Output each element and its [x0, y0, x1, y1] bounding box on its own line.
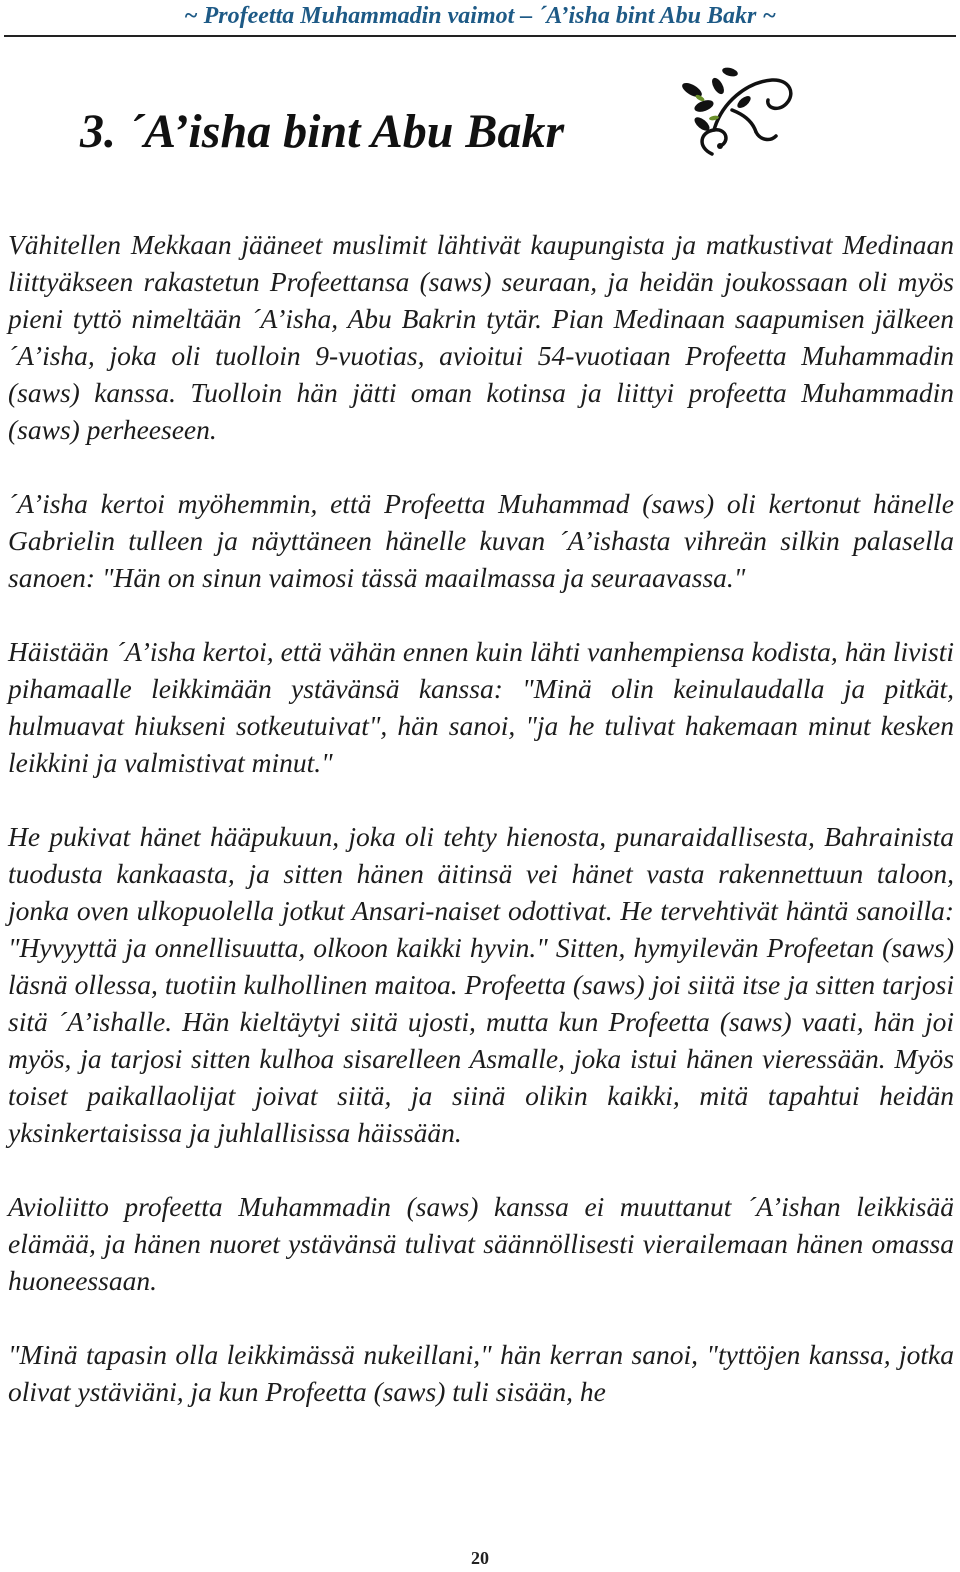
running-header: ~ Profeetta Muhammadin vaimot – ´A’isha bint Abu Bakr ~ [183, 3, 777, 29]
chapter-title: 3. ´A’isha bint Abu Bakr [80, 105, 565, 158]
paragraph: Avioliitto profeetta Muhammadin (saws) kanssa ei muuttanut ´A’ishan leikkisää elämää, ja hänen nuoret ystävänsä tulivat säännöllisesti vierailemaan hänen omassa huoneessaan. [8, 1191, 954, 1296]
paragraph: "Minä tapasin olla leikkimässä nukeillani," hän kerran sanoi, "tyttöjen kanssa, jotka olivat ystäviäni, ja kun Profeetta (saws) tuli sisään, he [8, 1339, 954, 1407]
paragraph: ´A’isha kertoi myöhemmin, että Profeetta Muhammad (saws) oli kertonut hänelle Gabrielin tulleen ja näyttäneen hänelle kuvan ´A’ishasta vihreän silkin palasella sanoen: "Hän on sinun vaimosi tässä maailmassa ja seuraavassa." [8, 488, 954, 593]
page-number: 20 [471, 1548, 489, 1568]
header-divider [4, 35, 956, 37]
body-text [8, 226, 954, 1410]
paragraph: Vähitellen Mekkaan jääneet muslimit lähtivät kaupungista ja matkustivat Medinaan liittyäkseen rakastetun Profeettansa (saws) seuraan, ja heidän joukossaan oli myös pieni tyttö nimeltään ´A’isha, Abu Bakrin tytär. Pian Medinaan saapumisen jälkeen ´A’isha, joka oli tuolloin 9-vuotias, avioitui 54-vuotiaan Profeetta Muhammadin (saws) kanssa. Tuolloin hän jätti oman kotinsa ja liittyi profeetta Muhammadin (saws) perheeseen. [8, 229, 954, 445]
paragraph: Häistään ´A’isha kertoi, että vähän ennen kuin lähti vanhempiensa kodista, hän livisti pihamaalle leikkimään ystävänsä kanssa: "Minä olin keinulaudalla ja pitkät, hulmuavat hiukseni sotkeutuivat", hän sanoi, "ja he tulivat hakemaan minut kesken leikkini ja valmistivat minut." [8, 636, 954, 778]
floral-vine-ornament-icon [672, 62, 802, 162]
paragraph: He pukivat hänet hääpukuun, joka oli tehty hienosta, punaraidallisesta, Bahrainista tuodusta kankaasta, ja sitten hänen äitinsä vei hänet vasta rakennettuun taloon, jonka oven ulkopuolella jotkut Ansari-naiset odottivat. He tervehtivät häntä sanoilla: "Hyvyyttä ja onnellisuutta, olkoon kaikki hyvin." Sitten, hymyilevän Profeetan (saws) läsnä ollessa, tuotiin kulhollinen maitoa. Profeetta (saws) joi siitä itse ja sitten tarjosi sitä ´A’ishalle. Hän kieltäytyi siitä ujosti, mutta kun Profeetta (saws) vaati, hän joi myös, ja tarjosi sitten kulhoa sisarelleen Asmalle, joka istui hänen vieressään. Myös toiset paikallaolijat joivat siitä, ja siinä olikin kaikki, mitä tapahtui heidän yksinkertaisissa ja juhlallisissa häissään. [8, 821, 954, 1148]
